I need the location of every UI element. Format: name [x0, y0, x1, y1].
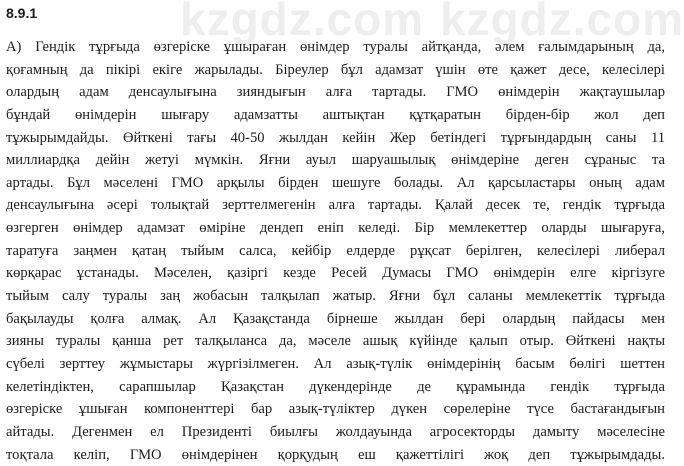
text-line: келетіндіктен, сарапшылар Қазақстан дүкендерінде де құрамында гендік тұрғыда: [6, 378, 665, 395]
text-line: А) Гендік тұрғыда өзгеріске ұшыраған өнімдер туралы айтқанда, әлем ғалымдарының да,: [6, 39, 665, 55]
text-line: сүбелі зерттеу жұмыстары жүргізілмеген. Ал азық-түлік өнімдерінің басым бөлігі шеттен: [6, 355, 665, 372]
text-line: зияны туралы қанша рет талқыланса да, мәселе ашық күйінде қалып отыр. Өйткені нақты: [6, 333, 665, 350]
text-line: қоғамның да пікірі екіге жарылады. Біреулер бұл адамзат үшін өте қажет десе, келесілері: [6, 61, 665, 78]
text-line: айтады. Дегенмен ел Президенті биылғы жолдауында агросекторды дамыту мәселесіне: [6, 423, 665, 440]
text-line: артады. Бұл мәселені ГМО арқылы бірден шешуге болады. Ал қарсыластары оның адам: [6, 174, 665, 191]
text-line: өзгерген өнімдер адамзат өміріне дендеп еніп келеді. Бір мемлекеттер оларды шығаруға,: [6, 220, 665, 237]
text-line: көрқарас ұстанады. Мәселен, қазіргі кезде Ресей Думасы ГМО өнімдерін елге кіргізуге: [6, 265, 665, 282]
text-line: таратуға заңмен қатаң тыйым салса, кейбір елдерде рұқсат берілген, келесілері либерал: [6, 242, 665, 259]
text-line: денсаулығына әсері толықтай зерттелмегенін алға тартады. Қалай десек те, гендік тұрғыда: [6, 197, 665, 214]
text-line: тыйым салу туралы заң жобасын талқылап жатыр. Яғни бұл саланы мемлекеттік тұрғыда: [6, 288, 665, 305]
text-line: тоқтала келіп, ГМО өнімдерінен қорқудың еш қажеттілігі жоқ деп тұжырымдады.: [6, 446, 665, 463]
text-line: бұндай өнімдерін шығару адамзатты аштықтан құтқаратын бірден-бір жол деп: [6, 106, 665, 123]
text-line: олардың адам денсаулығына зияндығын алға тартады. ГМО өнімдерін жақтаушылар: [6, 84, 665, 101]
section-heading: 8.9.1: [6, 5, 38, 21]
body-text: [6, 36, 665, 466]
watermark: kzgdz.com: [180, 0, 425, 45]
text-line: миллиардқа дейін жетуі мүмкін. Яғни ауыл шаруашылық өнімдеріне деген сұраныс та: [6, 152, 665, 169]
text-line: өзгеріске ұшыған компоненттері бар азық-түліктер дүкен сөрелеріне түсе бастағандығын: [6, 401, 665, 418]
text-line: тұжырымдайды. Өйткені тағы 40-50 жылдан кейін Жер бетіндегі тұрғындардың саны 11: [6, 129, 665, 146]
watermark: kzgdz.com: [440, 0, 684, 45]
text-line: бақылауды қолға алмақ. Ал Қазақстанда бірнеше жылдан бері олардың пайдасы мен: [6, 310, 665, 327]
